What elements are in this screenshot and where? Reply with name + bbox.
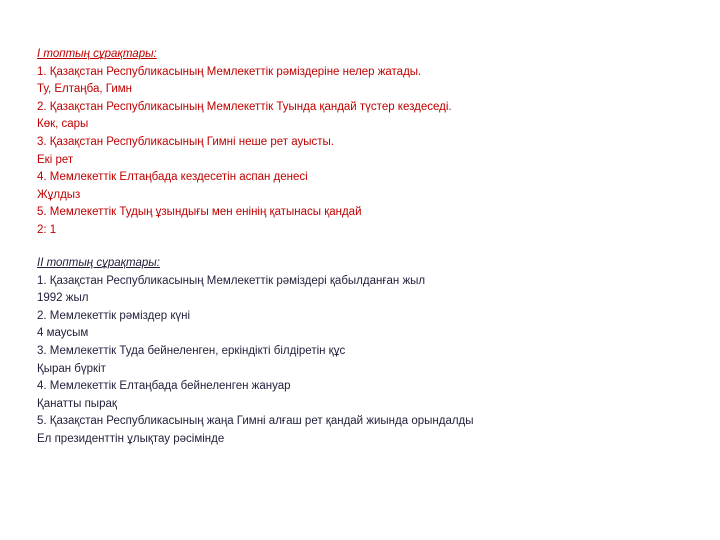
group-two-answer-1: 1992 жыл bbox=[37, 292, 89, 305]
group-one-answer-1: Ту, Елтаңба, Гимн bbox=[37, 83, 133, 96]
group-one-question-3: 3. Қазақстан Республикасының Гимні неше рет ауысты. bbox=[37, 135, 334, 148]
group-one-heading: I топтың сұрақтары: bbox=[37, 48, 157, 60]
group-one-question-5: 5. Мемлекеттік Тудың ұзындығы мен енінің қатынасы қандай bbox=[37, 206, 362, 219]
group-one-answer-3: Екі рет bbox=[37, 153, 74, 166]
group-two-answer-3: Қыран бүркіт bbox=[37, 362, 106, 375]
group-two-answer-2: 4 маусым bbox=[37, 327, 89, 340]
group-one-question-4: 4. Мемлекеттік Елтаңбада кездесетін аспан денесі bbox=[37, 171, 308, 184]
group-one-answer-2: Көк, сары bbox=[37, 118, 89, 131]
group-two-answer-5: Ел президенттін ұлықтау рәсімінде bbox=[37, 432, 225, 445]
group-one-question-1: 1. Қазақстан Республикасының Мемлекеттік рәміздеріне нелер жатады. bbox=[37, 65, 422, 78]
group-one-question-2: 2. Қазақстан Республикасының Мемлекеттік Туында қандай түстер кездеседі. bbox=[37, 100, 452, 113]
group-one-answer-5: 2: 1 bbox=[37, 223, 57, 236]
group-one-questions bbox=[37, 46, 452, 240]
group-two-question-1: 1. Қазақстан Республикасының Мемлекеттік рәміздері қабылданған жыл bbox=[37, 274, 426, 287]
group-two-question-5: 5. Қазақстан Республикасының жаңа Гимні алғаш рет қандай жиында орындалды bbox=[37, 415, 474, 428]
group-two-question-4: 4. Мемлекеттік Елтаңбада бейнеленген жануар bbox=[37, 380, 291, 393]
group-two-answer-4: Қанатты пырақ bbox=[37, 397, 117, 410]
group-two-questions bbox=[37, 255, 474, 449]
group-two-heading: II топтың сұрақтары: bbox=[37, 257, 160, 269]
group-one-answer-4: Жұлдыз bbox=[37, 188, 81, 201]
group-two-question-2: 2. Мемлекеттік рәміздер күні bbox=[37, 309, 191, 322]
group-two-question-3: 3. Мемлекеттік Туда бейнеленген, еркіндікті білдіретін құс bbox=[37, 344, 346, 357]
